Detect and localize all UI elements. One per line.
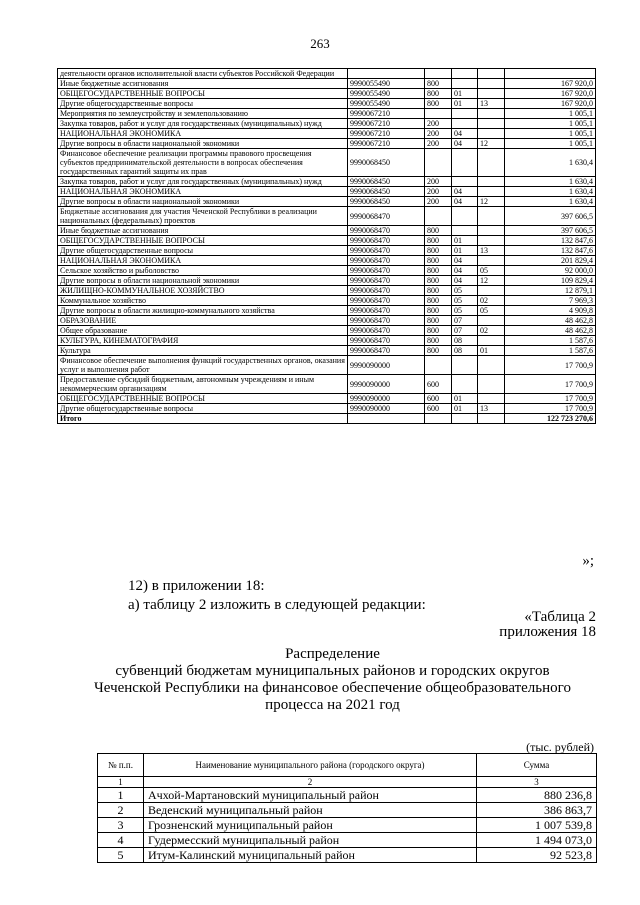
empty-cell	[452, 414, 478, 424]
row-pr	[478, 89, 505, 99]
row-rz	[452, 356, 478, 375]
row-sum: 1 494 073,0	[477, 833, 597, 848]
row-num: 3	[98, 818, 144, 833]
row-name: Иные бюджетные ассигнования	[58, 79, 348, 89]
row-rz: 04	[452, 197, 478, 207]
table-row	[58, 109, 596, 119]
column-number: 1	[98, 777, 144, 788]
row-pr	[478, 69, 505, 79]
row-name: Закупка товаров, работ и услуг для государственных (муниципальных) нужд	[58, 177, 348, 187]
row-sum: 17 700,9	[505, 356, 596, 375]
row-name: Иные бюджетные ассигнования	[58, 226, 348, 236]
column-number-row	[98, 777, 597, 788]
row-rz: 05	[452, 296, 478, 306]
row-sum: 167 920,0	[505, 99, 596, 109]
row-vr: 800	[425, 89, 452, 99]
row-pr	[478, 226, 505, 236]
table-row	[58, 306, 596, 316]
row-name: Сельское хозяйство и рыболовство	[58, 266, 348, 276]
row-vr: 800	[425, 266, 452, 276]
empty-cell	[348, 414, 425, 424]
row-code: 9990068450	[348, 149, 425, 177]
row-name: Другие общегосударственные вопросы	[58, 404, 348, 414]
row-sum: 1 005,1	[505, 109, 596, 119]
table-row	[98, 848, 597, 863]
row-sum: 17 700,9	[505, 375, 596, 394]
row-rz: 01	[452, 394, 478, 404]
row-rz: 01	[452, 99, 478, 109]
row-rz: 05	[452, 306, 478, 316]
row-sum: 1 007 539,8	[477, 818, 597, 833]
row-rz: 04	[452, 266, 478, 276]
row-rz: 04	[452, 256, 478, 266]
row-vr: 800	[425, 326, 452, 336]
row-sum: 1 587,6	[505, 346, 596, 356]
row-rz: 07	[452, 316, 478, 326]
row-pr	[478, 256, 505, 266]
table-row	[58, 177, 596, 187]
row-vr	[425, 69, 452, 79]
document-title	[60, 646, 605, 714]
row-rz: 07	[452, 326, 478, 336]
table-row	[58, 69, 596, 79]
table-row	[58, 246, 596, 256]
row-vr	[425, 149, 452, 177]
row-sum: 4 909,8	[505, 306, 596, 316]
row-name: НАЦИОНАЛЬНАЯ ЭКОНОМИКА	[58, 187, 348, 197]
row-rz	[452, 375, 478, 394]
table-row	[58, 207, 596, 226]
row-sum: 880 236,8	[477, 788, 597, 803]
total-row	[58, 414, 596, 424]
row-vr: 800	[425, 246, 452, 256]
row-sum: 1 005,1	[505, 129, 596, 139]
row-rz: 04	[452, 187, 478, 197]
row-sum: 7 969,3	[505, 296, 596, 306]
row-name: Другие вопросы в области национальной экономики	[58, 276, 348, 286]
row-sum: 132 847,6	[505, 236, 596, 246]
table-row	[58, 316, 596, 326]
row-rz: 01	[452, 236, 478, 246]
row-pr	[478, 129, 505, 139]
page-number: 263	[310, 36, 330, 51]
row-rz	[452, 79, 478, 89]
row-name: НАЦИОНАЛЬНАЯ ЭКОНОМИКА	[58, 129, 348, 139]
table-row	[58, 89, 596, 99]
row-pr: 05	[478, 266, 505, 276]
row-rz: 01	[452, 404, 478, 414]
row-code: 9990067210	[348, 109, 425, 119]
row-pr	[478, 286, 505, 296]
row-sum: 167 920,0	[505, 79, 596, 89]
row-code: 9990068470	[348, 346, 425, 356]
row-vr: 800	[425, 256, 452, 266]
table-header-row	[98, 754, 597, 777]
budget-allocation-table	[57, 68, 596, 424]
row-code: 9990068470	[348, 316, 425, 326]
table-caption-line2: приложения 18	[499, 624, 596, 640]
row-name: Предоставление субсидий бюджетным, автономным учреждениям и иным некоммерческим организациям	[58, 375, 348, 394]
table-row	[58, 99, 596, 109]
row-sum: 1 630,4	[505, 149, 596, 177]
row-district: Гудермесский муниципальный район	[144, 833, 477, 848]
table-row	[58, 404, 596, 414]
row-pr: 12	[478, 276, 505, 286]
units-label: (тыс. рублей)	[526, 740, 594, 754]
item-12-text: 12) в приложении 18:	[128, 578, 265, 594]
row-vr: 800	[425, 276, 452, 286]
row-code: 9990068470	[348, 326, 425, 336]
row-pr	[478, 394, 505, 404]
row-code: 9990068450	[348, 177, 425, 187]
row-code: 9990068470	[348, 246, 425, 256]
table-row	[58, 129, 596, 139]
row-code: 9990068470	[348, 256, 425, 266]
row-sum: 201 829,4	[505, 256, 596, 266]
row-vr: 800	[425, 306, 452, 316]
row-num: 5	[98, 848, 144, 863]
table-row	[58, 266, 596, 276]
row-district: Ачхой-Мартановский муниципальный район	[144, 788, 477, 803]
row-rz	[452, 226, 478, 236]
row-sum: 167 920,0	[505, 89, 596, 99]
row-sum: 17 700,9	[505, 394, 596, 404]
row-code: 9990068470	[348, 236, 425, 246]
row-code: 9990068450	[348, 187, 425, 197]
row-code: 9990068470	[348, 266, 425, 276]
row-code: 9990068470	[348, 207, 425, 226]
row-rz	[452, 207, 478, 226]
row-name: деятельности органов исполнительной власти субъектов Российской Федерации	[58, 69, 348, 79]
row-pr	[478, 149, 505, 177]
row-name: Общее образование	[58, 326, 348, 336]
table-row	[58, 236, 596, 246]
table-row	[58, 79, 596, 89]
row-code: 9990055490	[348, 89, 425, 99]
row-pr	[478, 79, 505, 89]
row-code: 9990067210	[348, 139, 425, 149]
table-row	[58, 326, 596, 336]
row-vr: 200	[425, 129, 452, 139]
row-code	[348, 69, 425, 79]
row-name: Другие вопросы в области национальной экономики	[58, 139, 348, 149]
title-line: субвенций бюджетам муниципальных районов и городских округов	[115, 663, 550, 679]
row-rz: 01	[452, 89, 478, 99]
row-sum: 92 000,0	[505, 266, 596, 276]
item-a-text: а) таблицу 2 изложить в следующей редакции:	[128, 597, 426, 613]
row-rz: 01	[452, 246, 478, 256]
row-name: ОБРАЗОВАНИЕ	[58, 316, 348, 326]
row-sum: 1 630,4	[505, 197, 596, 207]
row-sum: 92 523,8	[477, 848, 597, 863]
row-rz: 05	[452, 286, 478, 296]
row-pr: 02	[478, 296, 505, 306]
row-pr: 12	[478, 197, 505, 207]
total-label: Итого	[58, 414, 348, 424]
row-sum	[505, 69, 596, 79]
row-rz: 04	[452, 276, 478, 286]
row-name: КУЛЬТУРА, КИНЕМАТОГРАФИЯ	[58, 336, 348, 346]
table-row	[58, 276, 596, 286]
row-rz	[452, 109, 478, 119]
row-name: Культура	[58, 346, 348, 356]
title-line: Чеченской Республики на финансовое обеспечение общеобразовательного	[94, 680, 571, 696]
row-pr: 05	[478, 306, 505, 316]
row-vr: 800	[425, 236, 452, 246]
row-district: Грозненский муниципальный район	[144, 818, 477, 833]
row-code: 9990068450	[348, 197, 425, 207]
table-row	[58, 375, 596, 394]
row-vr: 200	[425, 119, 452, 129]
row-name: Финансовое обеспечение реализации программы правового просвещения субъектов предпринимательской деятельности в вопросах обеспечения государственных гарантий защиты их прав	[58, 149, 348, 177]
table-row	[58, 346, 596, 356]
row-vr	[425, 109, 452, 119]
row-vr: 800	[425, 346, 452, 356]
row-code: 9990068470	[348, 306, 425, 316]
row-name: Другие вопросы в области жилищно-коммунального хозяйства	[58, 306, 348, 316]
row-name: Другие общегосударственные вопросы	[58, 246, 348, 256]
row-code: 9990055490	[348, 99, 425, 109]
row-pr	[478, 236, 505, 246]
row-rz: 04	[452, 129, 478, 139]
row-num: 4	[98, 833, 144, 848]
table-row	[58, 187, 596, 197]
row-rz	[452, 69, 478, 79]
row-name: ОБЩЕГОСУДАРСТВЕННЫЕ ВОПРОСЫ	[58, 236, 348, 246]
row-district: Итум-Калинский муниципальный район	[144, 848, 477, 863]
row-vr: 200	[425, 139, 452, 149]
row-pr: 13	[478, 404, 505, 414]
row-vr: 200	[425, 197, 452, 207]
table-row	[58, 197, 596, 207]
row-code: 9990068470	[348, 336, 425, 346]
row-sum: 48 462,8	[505, 326, 596, 336]
row-rz	[452, 149, 478, 177]
row-pr	[478, 356, 505, 375]
row-pr	[478, 119, 505, 129]
row-vr: 600	[425, 375, 452, 394]
table-row	[58, 286, 596, 296]
row-sum: 397 606,5	[505, 207, 596, 226]
row-pr	[478, 207, 505, 226]
row-pr: 01	[478, 346, 505, 356]
table-row	[58, 256, 596, 266]
row-pr: 13	[478, 99, 505, 109]
row-vr: 200	[425, 187, 452, 197]
header-sum: Сумма	[477, 754, 597, 777]
row-vr: 600	[425, 404, 452, 414]
table-row	[58, 336, 596, 346]
total-sum: 122 723 270,6	[505, 414, 596, 424]
row-code: 9990068470	[348, 286, 425, 296]
row-name: ОБЩЕГОСУДАРСТВЕННЫЕ ВОПРОСЫ	[58, 89, 348, 99]
table-row	[98, 833, 597, 848]
table-row	[58, 139, 596, 149]
row-rz: 08	[452, 336, 478, 346]
row-sum: 132 847,6	[505, 246, 596, 256]
row-name: Коммунальное хозяйство	[58, 296, 348, 306]
row-code: 9990055490	[348, 79, 425, 89]
row-code: 9990090000	[348, 356, 425, 375]
row-pr	[478, 375, 505, 394]
row-vr: 800	[425, 316, 452, 326]
row-rz: 04	[452, 139, 478, 149]
row-name: НАЦИОНАЛЬНАЯ ЭКОНОМИКА	[58, 256, 348, 266]
row-code: 9990090000	[348, 375, 425, 394]
row-vr: 200	[425, 177, 452, 187]
table-row	[98, 803, 597, 818]
row-code: 9990067210	[348, 119, 425, 129]
row-sum: 397 606,5	[505, 226, 596, 236]
row-pr	[478, 109, 505, 119]
table-row	[58, 356, 596, 375]
table-row	[58, 119, 596, 129]
table-row	[58, 296, 596, 306]
subventions-table	[97, 753, 597, 863]
row-num: 2	[98, 803, 144, 818]
row-pr: 13	[478, 246, 505, 256]
row-sum: 109 829,4	[505, 276, 596, 286]
closing-quote: »;	[582, 553, 594, 569]
row-vr: 800	[425, 336, 452, 346]
table-row	[58, 226, 596, 236]
row-sum: 386 863,7	[477, 803, 597, 818]
table-row	[98, 788, 597, 803]
title-line: Распределение	[285, 646, 380, 662]
row-vr: 800	[425, 79, 452, 89]
row-name: ОБЩЕГОСУДАРСТВЕННЫЕ ВОПРОСЫ	[58, 394, 348, 404]
row-code: 9990068470	[348, 296, 425, 306]
empty-cell	[478, 414, 505, 424]
row-name: Другие вопросы в области национальной экономики	[58, 197, 348, 207]
row-sum: 1 630,4	[505, 187, 596, 197]
row-num: 1	[98, 788, 144, 803]
row-sum: 1 005,1	[505, 139, 596, 149]
header-name: Наименование муниципального района (городского округа)	[144, 754, 477, 777]
title-line: процесса на 2021 год	[265, 697, 400, 713]
row-vr: 800	[425, 226, 452, 236]
row-sum: 1 005,1	[505, 119, 596, 129]
row-district: Веденский муниципальный район	[144, 803, 477, 818]
row-name: ЖИЛИЩНО-КОММУНАЛЬНОЕ ХОЗЯЙСТВО	[58, 286, 348, 296]
row-vr	[425, 207, 452, 226]
table-caption-line1: «Таблица 2	[524, 609, 596, 625]
row-pr	[478, 316, 505, 326]
row-sum: 1 630,4	[505, 177, 596, 187]
row-code: 9990068470	[348, 226, 425, 236]
row-vr: 800	[425, 99, 452, 109]
row-rz	[452, 119, 478, 129]
row-vr: 600	[425, 394, 452, 404]
row-vr: 800	[425, 286, 452, 296]
row-name: Бюджетные ассигнования для участия Чеченской Республики в реализации национальных (федеральных) проектов	[58, 207, 348, 226]
row-sum: 1 587,6	[505, 336, 596, 346]
row-vr	[425, 356, 452, 375]
header-num: № п.п.	[98, 754, 144, 777]
row-pr	[478, 187, 505, 197]
row-name: Мероприятия по землеустройству и землепользованию	[58, 109, 348, 119]
row-sum: 12 879,1	[505, 286, 596, 296]
row-pr	[478, 336, 505, 346]
table-row	[58, 394, 596, 404]
row-pr: 02	[478, 326, 505, 336]
row-rz	[452, 177, 478, 187]
table-row	[98, 818, 597, 833]
column-number: 3	[477, 777, 597, 788]
row-name: Финансовое обеспечение выполнения функций государственных органов, оказания услуг и выполнения работ	[58, 356, 348, 375]
row-sum: 48 462,8	[505, 316, 596, 326]
row-name: Другие общегосударственные вопросы	[58, 99, 348, 109]
row-code: 9990067210	[348, 129, 425, 139]
empty-cell	[425, 414, 452, 424]
row-code: 9990090000	[348, 404, 425, 414]
row-pr: 12	[478, 139, 505, 149]
row-name: Закупка товаров, работ и услуг для государственных (муниципальных) нужд	[58, 119, 348, 129]
table-row	[58, 149, 596, 177]
row-code: 9990068470	[348, 276, 425, 286]
row-pr	[478, 177, 505, 187]
row-sum: 17 700,9	[505, 404, 596, 414]
row-vr: 800	[425, 296, 452, 306]
column-number: 2	[144, 777, 477, 788]
row-rz: 08	[452, 346, 478, 356]
row-code: 9990090000	[348, 394, 425, 404]
